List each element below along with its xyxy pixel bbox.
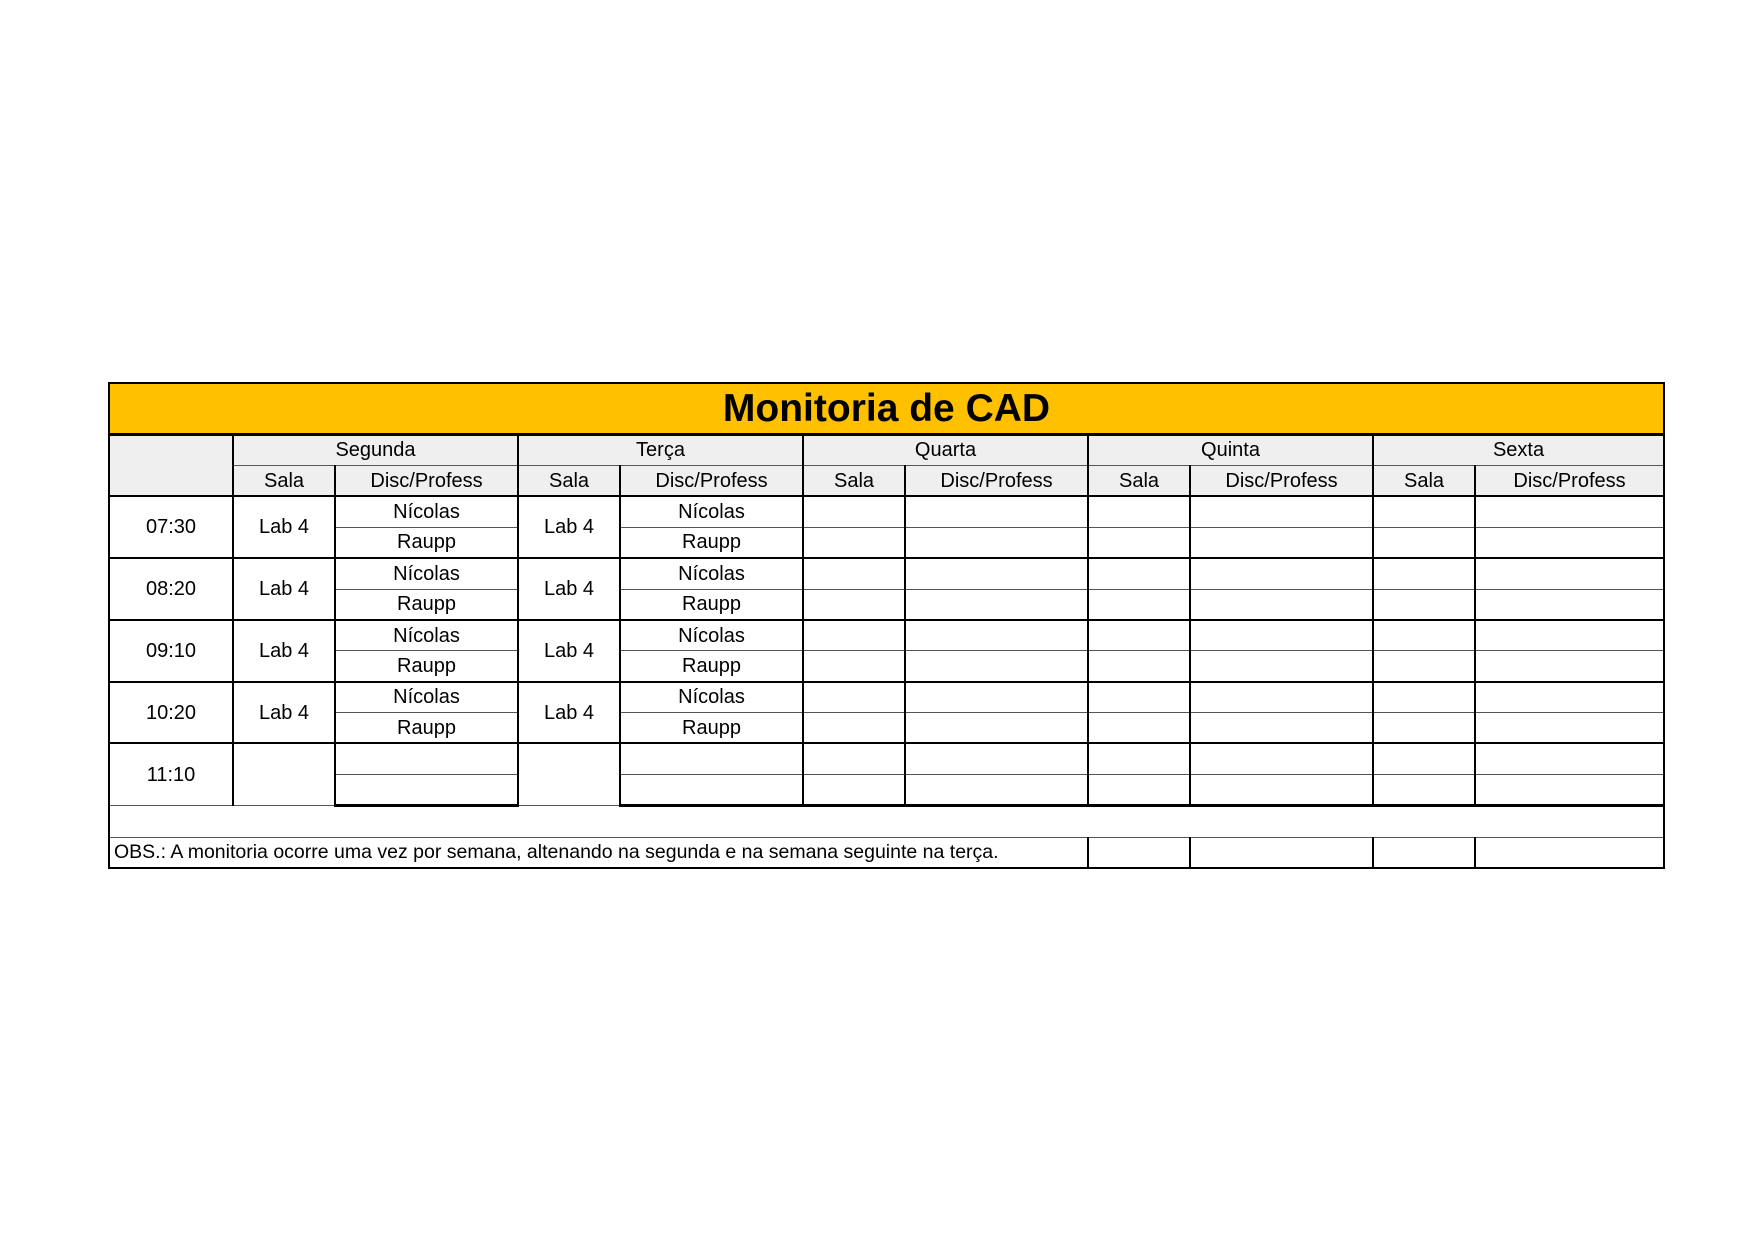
empty-cell <box>1373 837 1475 868</box>
spacer-row <box>109 806 1664 837</box>
empty-cell <box>1373 713 1475 744</box>
segunda-sala-cell <box>233 743 335 805</box>
empty-cell <box>1088 774 1190 805</box>
terca-disc-bottom-cell: Raupp <box>620 589 803 620</box>
empty-cell <box>803 713 905 744</box>
empty-cell <box>905 682 1088 713</box>
empty-cell <box>905 620 1088 651</box>
segunda-disc-bottom-cell: Raupp <box>335 651 518 682</box>
empty-cell <box>1475 558 1664 589</box>
empty-cell <box>1373 743 1475 774</box>
terca-sala-cell: Lab 4 <box>518 682 620 744</box>
terca-disc-bottom-cell: Raupp <box>620 527 803 558</box>
empty-cell <box>1373 558 1475 589</box>
time-cell: 07:30 <box>109 496 233 558</box>
day-header-quarta: Quarta <box>803 434 1088 465</box>
empty-cell <box>905 558 1088 589</box>
empty-cell <box>803 558 905 589</box>
day-header-sexta: Sexta <box>1373 434 1664 465</box>
empty-cell <box>1475 620 1664 651</box>
empty-cell <box>1190 496 1373 527</box>
empty-cell <box>1373 620 1475 651</box>
empty-cell <box>905 743 1088 774</box>
obs-note: OBS.: A monitoria ocorre uma vez por semana, altenando na segunda e na semana seguinte na terça. <box>109 837 1088 868</box>
empty-cell <box>803 774 905 805</box>
segunda-sala-cell: Lab 4 <box>233 620 335 682</box>
empty-cell <box>1373 527 1475 558</box>
empty-cell <box>1373 774 1475 805</box>
empty-cell <box>1190 620 1373 651</box>
sub-header-disc: Disc/Profess <box>1190 466 1373 497</box>
empty-cell <box>803 620 905 651</box>
empty-cell <box>803 651 905 682</box>
terca-sala-cell: Lab 4 <box>518 558 620 620</box>
empty-cell <box>1190 651 1373 682</box>
empty-cell <box>1088 589 1190 620</box>
segunda-sala-cell: Lab 4 <box>233 682 335 744</box>
empty-cell <box>905 713 1088 744</box>
terca-disc-top-cell: Nícolas <box>620 496 803 527</box>
empty-cell <box>1088 713 1190 744</box>
empty-cell <box>1088 558 1190 589</box>
empty-cell <box>1373 496 1475 527</box>
time-cell: 10:20 <box>109 682 233 744</box>
terca-disc-top-cell: Nícolas <box>620 682 803 713</box>
empty-cell <box>1088 682 1190 713</box>
terca-disc-top-cell <box>620 743 803 774</box>
empty-cell <box>1088 620 1190 651</box>
segunda-disc-bottom-cell: Raupp <box>335 713 518 744</box>
empty-cell <box>1373 651 1475 682</box>
segunda-sala-cell: Lab 4 <box>233 558 335 620</box>
day-header-segunda: Segunda <box>233 434 518 465</box>
segunda-disc-bottom-cell: Raupp <box>335 589 518 620</box>
empty-cell <box>1190 682 1373 713</box>
empty-cell <box>905 589 1088 620</box>
empty-cell <box>1190 558 1373 589</box>
empty-cell <box>905 651 1088 682</box>
empty-cell <box>1088 743 1190 774</box>
terca-sala-cell <box>518 743 620 805</box>
empty-cell <box>1373 589 1475 620</box>
sub-header-sala: Sala <box>233 466 335 497</box>
terca-disc-top-cell: Nícolas <box>620 620 803 651</box>
empty-cell <box>1190 527 1373 558</box>
segunda-disc-bottom-cell: Raupp <box>335 527 518 558</box>
empty-cell <box>1190 589 1373 620</box>
empty-cell <box>1088 837 1190 868</box>
sub-header-disc: Disc/Profess <box>905 466 1088 497</box>
empty-cell <box>1088 651 1190 682</box>
terca-disc-bottom-cell: Raupp <box>620 651 803 682</box>
segunda-disc-top-cell: Nícolas <box>335 682 518 713</box>
schedule-title: Monitoria de CAD <box>109 383 1664 434</box>
empty-cell <box>1190 713 1373 744</box>
segunda-disc-top-cell: Nícolas <box>335 558 518 589</box>
sub-header-sala: Sala <box>518 466 620 497</box>
empty-cell <box>1190 743 1373 774</box>
empty-cell <box>1475 743 1664 774</box>
terca-disc-bottom-cell: Raupp <box>620 713 803 744</box>
empty-cell <box>803 496 905 527</box>
segunda-disc-bottom-cell <box>335 774 518 805</box>
empty-cell <box>1088 496 1190 527</box>
time-header-cell <box>109 434 233 496</box>
sub-header-disc: Disc/Profess <box>620 466 803 497</box>
empty-cell <box>1373 682 1475 713</box>
sub-header-sala: Sala <box>1088 466 1190 497</box>
empty-cell <box>1475 837 1664 868</box>
segunda-disc-top-cell: Nícolas <box>335 620 518 651</box>
terca-disc-top-cell: Nícolas <box>620 558 803 589</box>
time-cell: 09:10 <box>109 620 233 682</box>
empty-cell <box>803 527 905 558</box>
empty-cell <box>1475 651 1664 682</box>
empty-cell <box>1475 682 1664 713</box>
schedule-sheet <box>108 382 1663 869</box>
empty-cell <box>803 682 905 713</box>
terca-sala-cell: Lab 4 <box>518 496 620 558</box>
empty-cell <box>905 527 1088 558</box>
empty-cell <box>1475 774 1664 805</box>
empty-cell <box>1190 774 1373 805</box>
day-header-terca: Terça <box>518 434 803 465</box>
empty-cell <box>905 496 1088 527</box>
empty-cell <box>1475 496 1664 527</box>
empty-cell <box>1475 589 1664 620</box>
segunda-disc-top-cell <box>335 743 518 774</box>
empty-cell <box>1475 527 1664 558</box>
segunda-sala-cell: Lab 4 <box>233 496 335 558</box>
empty-cell <box>803 743 905 774</box>
sub-header-disc: Disc/Profess <box>1475 466 1664 497</box>
empty-cell <box>803 589 905 620</box>
sub-header-sala: Sala <box>1373 466 1475 497</box>
empty-cell <box>1190 837 1373 868</box>
empty-cell <box>905 774 1088 805</box>
sub-header-disc: Disc/Profess <box>335 466 518 497</box>
time-cell: 08:20 <box>109 558 233 620</box>
time-cell: 11:10 <box>109 743 233 805</box>
schedule-table <box>108 382 1665 869</box>
sub-header-sala: Sala <box>803 466 905 497</box>
day-header-quinta: Quinta <box>1088 434 1373 465</box>
terca-disc-bottom-cell <box>620 774 803 805</box>
segunda-disc-top-cell: Nícolas <box>335 496 518 527</box>
terca-sala-cell: Lab 4 <box>518 620 620 682</box>
empty-cell <box>1475 713 1664 744</box>
empty-cell <box>1088 527 1190 558</box>
